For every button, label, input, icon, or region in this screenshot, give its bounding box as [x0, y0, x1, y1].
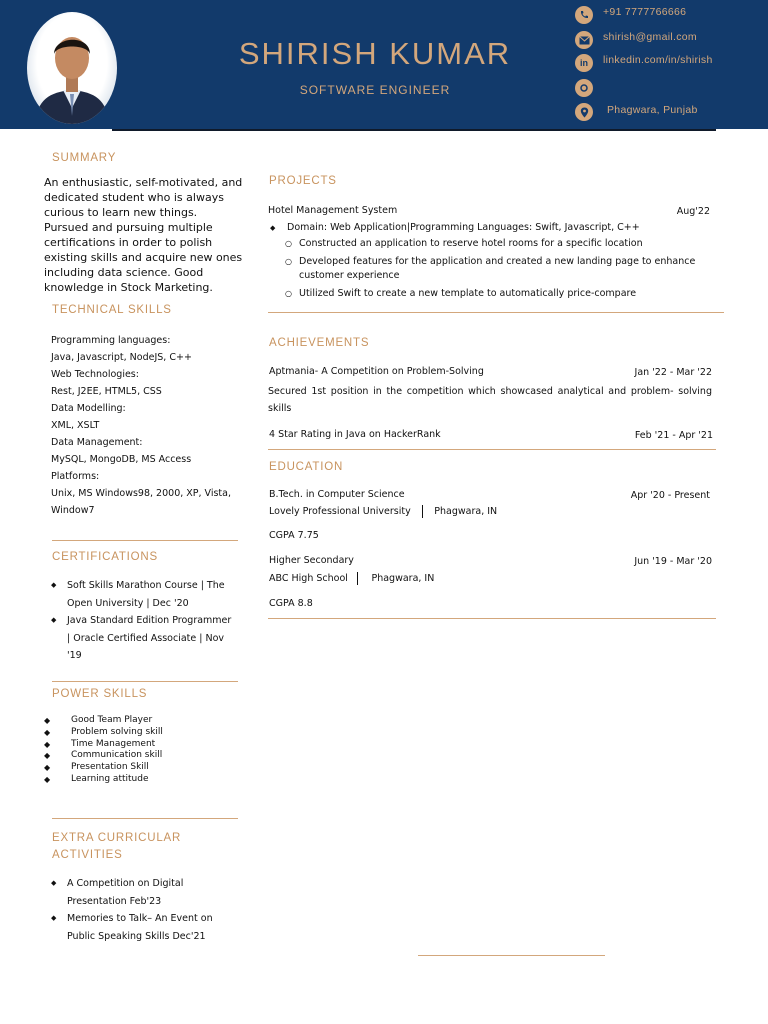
education-score: CGPA 8.8: [269, 598, 313, 609]
contact-location: [575, 103, 698, 121]
contact-linkedin: [575, 54, 713, 72]
education-degree: B.Tech. in Computer Science: [269, 489, 405, 500]
achievements-heading: ACHIEVEMENTS: [269, 337, 370, 349]
education-score: CGPA 7.75: [269, 530, 319, 541]
bullet-icon: ◆: [51, 879, 57, 887]
list-item: ◆ Presentation Skill: [44, 762, 149, 773]
education-degree: Higher Secondary: [269, 555, 354, 566]
candidate-title: SOFTWARE ENGINEER: [299, 83, 451, 97]
list-item: ○ Constructed an application to reserve hotel rooms for a specific location: [285, 238, 643, 249]
bullet-icon: ◆: [270, 224, 276, 232]
education-date: Jun '19 - Mar '20: [634, 556, 712, 567]
skill-label: Platforms:: [51, 471, 100, 482]
diamond-icon: ◆: [44, 763, 51, 773]
project-points: [285, 237, 710, 301]
diamond-icon: ◆: [44, 751, 51, 761]
phone-text[interactable]: +91 7777766666: [603, 6, 687, 18]
achievements-divider: [268, 449, 716, 450]
list-item: ○ Utilized Swift to create a new template to automatically price-compare: [285, 288, 637, 299]
certifications-divider: [52, 540, 238, 541]
education-school: ABC High School: [269, 573, 348, 584]
skill-value: MySQL, MongoDB, MS Access: [51, 454, 192, 465]
achievement-date: Feb '21 - Apr '21: [634, 430, 713, 441]
separator: [357, 572, 359, 585]
education-place: Phagwara, IN: [371, 573, 435, 584]
footer-divider: [418, 955, 605, 956]
header-divider: [112, 129, 716, 131]
education-school: Lovely Professional University: [269, 506, 411, 517]
list-item: ◆ Soft Skills Marathon Course | The Open University | Dec '20: [51, 577, 236, 612]
separator: [422, 505, 424, 518]
bullet-icon: ◆: [51, 914, 57, 922]
contact-email: [575, 31, 697, 49]
location-icon: [575, 103, 593, 121]
diamond-icon: ◆: [44, 774, 51, 784]
extra-curricular-heading: EXTRA CURRICULAR ACTIVITIES: [52, 832, 182, 861]
diamond-icon: ◆: [44, 727, 51, 737]
skill-label: Data Management:: [51, 437, 143, 448]
education-divider: [268, 618, 716, 619]
extra-curricular-list: [51, 875, 236, 945]
education-place: Phagwara, IN: [434, 506, 498, 517]
circle-bullet-icon: ○: [285, 257, 292, 266]
education-date: Apr '20 - Present: [630, 490, 710, 501]
candidate-name: SHIRISH KUMAR: [238, 36, 512, 71]
achievement-title: 4 Star Rating in Java on HackerRank: [269, 429, 441, 440]
education-school-line: [269, 504, 497, 520]
technical-skills-list: [51, 332, 246, 519]
email-icon: [575, 31, 593, 49]
education-school-line: [269, 571, 434, 587]
skill-value: XML, XSLT: [51, 420, 100, 431]
diamond-icon: ◆: [44, 739, 51, 749]
certifications-list: [51, 577, 236, 665]
list-item: ◆ A Competition on Digital Presentation Feb'23: [51, 875, 236, 910]
diamond-icon: ◆: [44, 716, 51, 725]
list-item: ◆ Java Standard Edition Programmer | Oracle Certified Associate | Nov '19: [51, 612, 236, 665]
projects-divider: [268, 312, 724, 313]
power-skills-divider: [52, 681, 238, 682]
list-item: ◆ Communication skill: [44, 750, 163, 761]
education-heading: EDUCATION: [269, 461, 344, 473]
phone-icon: [575, 6, 593, 24]
circle-bullet-icon: ○: [285, 239, 292, 248]
profile-photo: [27, 12, 117, 124]
projects-heading: PROJECTS: [269, 175, 337, 187]
power-skills-list: [44, 715, 163, 786]
skill-label: Programming languages:: [51, 335, 171, 346]
summary-text: An enthusiastic, self-motivated, and dedicated student who is always curious to learn new things. Pursued and pursuing multiple certifications in order to polish existing skills and acquire new ones including data science. Good knowledge in Stock Marketing.: [44, 176, 243, 294]
skill-value: Unix, MS Windows98, 2000, XP, Vista, Window7: [51, 488, 231, 516]
technical-skills-heading: TECHNICAL SKILLS: [52, 304, 172, 316]
project-date: Aug'22: [676, 206, 710, 217]
certifications-heading: CERTIFICATIONS: [52, 551, 158, 563]
list-item: ◆ Time Management: [44, 738, 156, 749]
project-name: Hotel Management System: [268, 205, 398, 216]
summary-heading: SUMMARY: [52, 152, 117, 164]
skill-label: Data Modelling:: [51, 403, 126, 414]
bullet-icon: ◆: [51, 581, 57, 589]
list-item: ◆ Good Team Player: [44, 715, 153, 725]
list-item: ◆ Memories to Talk– An Event on Public Speaking Skills Dec'21: [51, 910, 236, 945]
achievement-title: Aptmania- A Competition on Problem-Solving: [269, 366, 484, 377]
skill-label: Web Technologies:: [51, 369, 139, 380]
bullet-icon: ◆: [51, 616, 57, 624]
circle-bullet-icon: ○: [285, 289, 292, 298]
achievement-desc: Secured 1st position in the competition which showcased analytical and problem- solving skills: [268, 386, 712, 414]
link-icon[interactable]: [575, 79, 593, 97]
list-item: ◆ Problem solving skill: [44, 726, 163, 737]
skill-value: Rest, J2EE, HTML5, CSS: [51, 386, 162, 397]
list-item: ○ Developed features for the application and created a new landing page to enhance customer experience: [285, 256, 696, 281]
location-text: Phagwara, Punjab: [607, 104, 698, 116]
contact-link: [575, 79, 593, 97]
list-item: ◆ Learning attitude: [44, 773, 149, 784]
project-domain: ◆ Domain: Web Application|Programming Languages: Swift, Javascript, C++: [270, 220, 710, 236]
linkedin-icon: in: [575, 54, 593, 72]
linkedin-text[interactable]: linkedin.com/in/shirish: [603, 54, 713, 66]
power-skills-heading: POWER SKILLS: [52, 688, 148, 700]
achievement-date: Jan '22 - Mar '22: [634, 367, 712, 378]
contact-phone: [575, 6, 686, 24]
extra-curricular-divider: [52, 818, 238, 819]
skill-value: Java, Javascript, NodeJS, C++: [51, 352, 192, 363]
email-text[interactable]: shirish@gmail.com: [603, 31, 697, 43]
